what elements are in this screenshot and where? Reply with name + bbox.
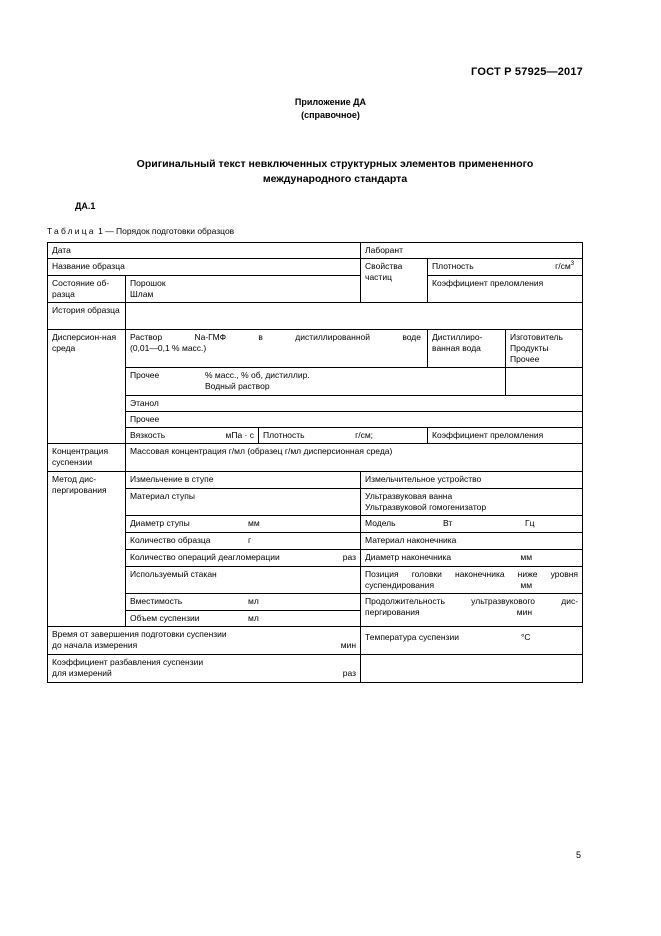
document-title (60, 157, 610, 187)
table-row (48, 533, 583, 550)
sample-name-label: Название образца (52, 261, 125, 271)
date-label: Дата (52, 245, 71, 255)
table-row (48, 243, 583, 259)
table-caption (47, 226, 234, 236)
ethanol-label: Этанол (130, 398, 159, 408)
document-title-line1: Оригинальный текст невключенных структурных элементов примененного (136, 158, 534, 170)
concentration-label: Концентрация суспензии (52, 446, 109, 467)
other3-cell (126, 412, 583, 428)
appendix-heading (0, 96, 661, 122)
table-row (48, 259, 583, 276)
lab-cell (361, 243, 583, 259)
sample-history-label: История образца (52, 305, 120, 315)
table-row (48, 567, 583, 594)
table-row (48, 303, 583, 330)
mortar-grinding-cell: Измельчение в ступе (126, 472, 361, 489)
dilution-empty (361, 655, 583, 683)
dilution-cell: Коэффициент разбавления суспензии для измерений раз (48, 655, 361, 683)
page-number: 5 (575, 850, 581, 860)
table-row (48, 516, 583, 533)
grinding-device-cell: Измельчительное устройство (361, 472, 583, 489)
capacity-cell: Вместимость мл (126, 594, 361, 611)
section-number: ДА.1 (75, 201, 96, 211)
table-row (48, 444, 583, 472)
sample-qty-cell: Количество образца г (126, 533, 361, 550)
tip-material-cell: Материал наконечника (361, 533, 583, 550)
ultrasonic-cell: Ультразвуковая ванна Ультразвуковой гомогенизатор (361, 489, 583, 516)
other-solution-cell: Прочее % масс., % об, дистиллир. Водный раствор (126, 368, 506, 396)
table-row (48, 655, 583, 683)
lab-label: Лаборант (365, 245, 403, 255)
distilled-water-cell (428, 330, 506, 368)
sample-state-label: Состояние об-разца (52, 278, 110, 299)
table-caption-prefix: Таблица (47, 226, 96, 236)
standard-number: ГОСТ Р 57925—2017 (471, 66, 583, 78)
sample-preparation-table (47, 242, 583, 683)
appendix-title: Приложение ДА (294, 97, 367, 107)
refr-index2-cell: Коэффициент преломления (428, 428, 583, 444)
table-row (48, 368, 583, 396)
sample-name-cell (48, 259, 361, 276)
disp-medium-label: Дисперсион-ная среда (52, 332, 117, 353)
mortar-material-cell: Материал ступы (126, 489, 361, 516)
particle-props-label: Свойства частиц (365, 261, 403, 282)
slurry-option: Шлам (130, 289, 154, 299)
duration-cell: Продолжительность ультразвукового дис- пергирования мин (361, 594, 583, 627)
disp-medium-cell (48, 330, 126, 444)
solution-cell: Раствор Na-ГМФ в дистиллированной воде (0,01—0,1 % масс.) (126, 330, 428, 368)
table-caption-text: 1 — Порядок подготовки образцов (98, 226, 235, 236)
model-cell: Модель Вт Гц (361, 516, 583, 533)
viscosity-cell: Вязкость мПа · с (126, 428, 259, 444)
table-row (48, 396, 583, 412)
mass-conc-label: Массовая концентрация г/мл (образец г/мл дисперсионная среда) (130, 446, 393, 456)
table-row (48, 330, 583, 368)
sample-history-cell (48, 303, 126, 330)
table-row (48, 594, 583, 611)
table-row (48, 472, 583, 489)
method-label: Метод дис-пергирования (52, 474, 107, 495)
table-row (48, 428, 583, 444)
density-cell (428, 259, 583, 276)
density-unit: $г/см^3$ (555, 261, 575, 271)
density-label: Плотность (432, 261, 474, 271)
beaker-cell: Используемый стакан (126, 567, 361, 594)
particle-props-cell (361, 259, 428, 303)
other-solution-empty (506, 368, 583, 396)
manufacturer-cell: Изготовитель Продукты Прочее (506, 330, 583, 368)
table-row (48, 276, 583, 303)
sample-history-value (126, 303, 583, 330)
distilled-water-label: Дистиллиро-ванная вода (432, 332, 483, 353)
document-title-line2: международного стандарта (262, 173, 408, 185)
concentration-cell (48, 444, 126, 472)
mass-conc-cell (126, 444, 583, 472)
deagglom-cell: Количество операций деагломерации раз (126, 550, 361, 567)
density2-cell: Плотность г/см; (259, 428, 428, 444)
tip-position-cell: Позиция головки наконечника ниже уровня суспендирования мм (361, 567, 583, 594)
appendix-subtitle: (справочное) (301, 110, 360, 120)
refr-index-label: Коэффициент преломления (432, 278, 544, 288)
table-row (48, 489, 583, 516)
susp-temp-cell: Температура суспензии °С (361, 627, 583, 655)
table-row (48, 412, 583, 428)
susp-volume-cell: Объем суспензии мл (126, 611, 361, 627)
date-cell (48, 243, 361, 259)
time-from-prep-cell: Время от завершения подготовки суспензии до начала измерения мин (48, 627, 361, 655)
table-row (48, 627, 583, 655)
ethanol-cell (126, 396, 583, 412)
other3-label: Прочее (130, 414, 160, 424)
refr-index-cell (428, 276, 583, 303)
sample-state-cell (48, 276, 126, 303)
method-cell (48, 472, 126, 627)
powder-option: Порошок (130, 278, 166, 288)
tip-diam-cell: Диаметр наконечника мм (361, 550, 583, 567)
table-row (48, 550, 583, 567)
mortar-diam-cell: Диаметр ступы мм (126, 516, 361, 533)
powder-slurry-cell (126, 276, 361, 303)
